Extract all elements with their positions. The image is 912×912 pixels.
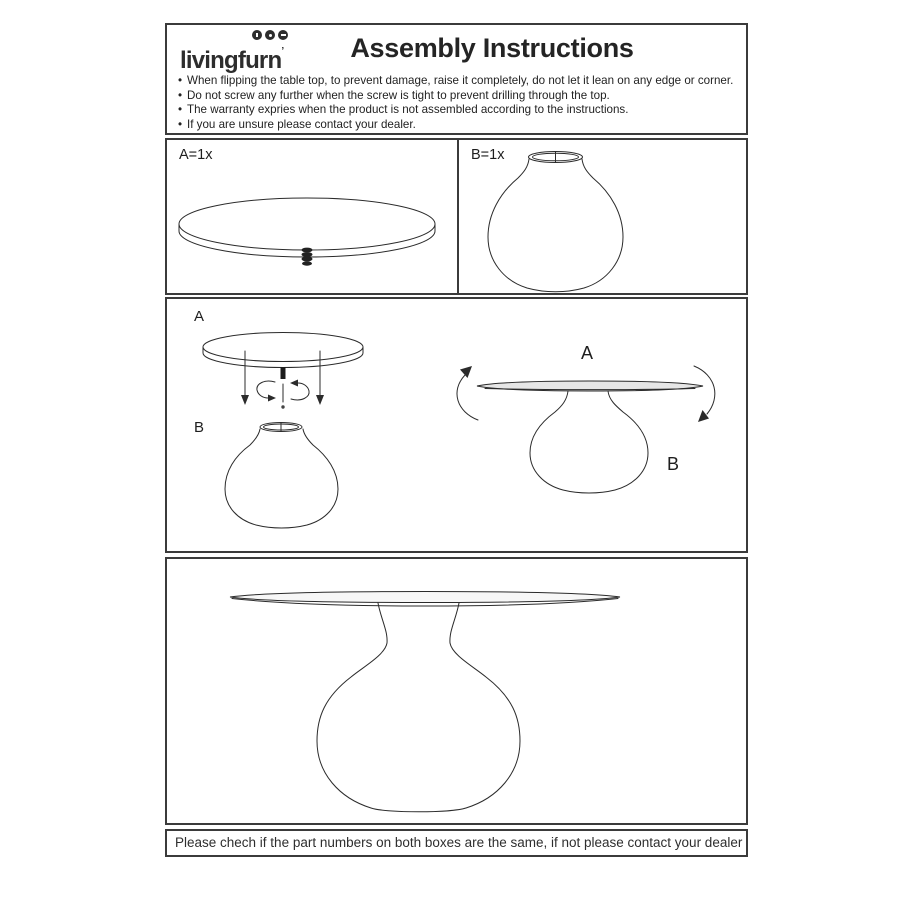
assembled-base [317, 603, 520, 812]
flip-arrow-left [457, 366, 478, 420]
warning-text: Do not screw any further when the screw is tight to prevent drilling through the top. [187, 88, 610, 102]
assembly-step-box [165, 297, 748, 553]
bullet-marker: • [178, 103, 183, 117]
warning-text: The warranty expries when the product is not assembled according to the instructions. [187, 103, 629, 117]
rotate-arrow-left [257, 381, 276, 401]
flip-arrow-right [694, 366, 715, 422]
bullet-marker: • [178, 88, 183, 102]
warning-text: If you are unsure please contact your dealer. [187, 117, 416, 131]
base-outline [488, 159, 623, 292]
brand-logo [180, 46, 284, 75]
warning-item [178, 103, 733, 118]
logo-dot-icon [265, 30, 275, 40]
down-arrow-right [316, 351, 324, 405]
brand-text: livingfurn [180, 47, 282, 74]
flip-top-label: A [581, 343, 594, 363]
header-box [165, 23, 748, 135]
logo-dot-icons [252, 30, 288, 40]
part-b-label: B=1x [471, 147, 505, 163]
warning-item [178, 74, 733, 89]
flipped-assembly [477, 381, 703, 493]
warning-item [178, 118, 733, 133]
flipped-base [530, 391, 648, 493]
warnings-list [178, 74, 733, 132]
footer-note: Please chech if the part numbers on both boxes are the same, if not please contact your dealer [175, 835, 743, 850]
assembly-diagram [167, 299, 746, 551]
part-a-label: A=1x [179, 147, 213, 163]
assembled-table-box [165, 557, 748, 825]
parts-row [165, 138, 748, 295]
exploded-base [225, 423, 338, 529]
exploded-top-label: A [194, 308, 205, 325]
panel-part-a [167, 140, 457, 293]
warning-text: When flipping the table top, to prevent damage, raise it completely, do not let it lean on any edge or corner. [187, 74, 734, 87]
assembled-top [230, 592, 620, 603]
bullet-marker: • [178, 74, 183, 87]
exploded-top [203, 333, 363, 409]
rotate-arrow-right [290, 380, 309, 400]
flip-base-label: B [667, 454, 680, 474]
table-top-diagram [167, 140, 457, 293]
footer-bar [165, 829, 748, 857]
logo-dot-icon [252, 30, 262, 40]
exploded-base-label: B [194, 419, 205, 436]
assembled-table-diagram [167, 559, 746, 823]
panel-part-b [459, 140, 746, 293]
bullet-marker: • [178, 117, 183, 131]
page-title: Assembly Instructions [350, 33, 634, 63]
brand-trademark: ’ [281, 46, 285, 57]
table-top-face [179, 198, 435, 250]
screw-stub [281, 367, 286, 379]
table-base-diagram [459, 140, 746, 293]
warning-item [178, 89, 733, 104]
logo-dot-icon [278, 30, 288, 40]
